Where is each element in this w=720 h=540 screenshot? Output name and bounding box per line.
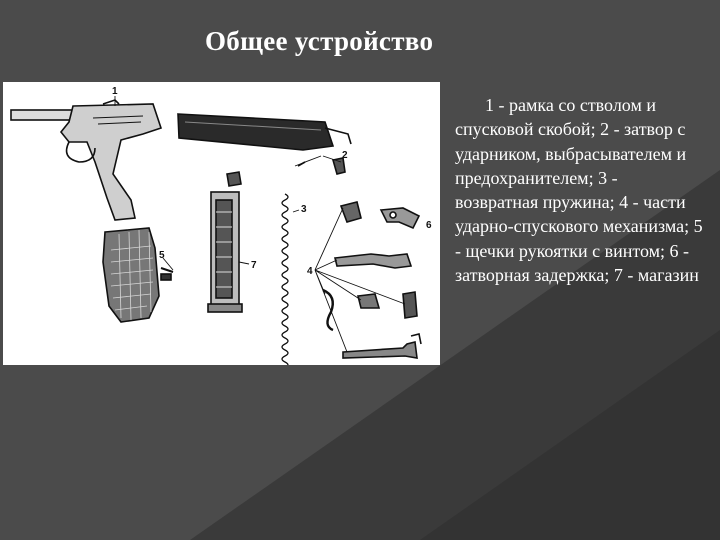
figure-label-3: 3	[301, 204, 307, 215]
pistol-exploded-view-figure	[3, 82, 440, 365]
figure-label-6: 6	[426, 220, 432, 231]
slide-part	[178, 114, 351, 174]
figure-label-1: 1	[112, 86, 118, 97]
frame-with-barrel-part	[11, 100, 161, 220]
figure-label-7: 7	[251, 260, 257, 271]
figure-label-5: 5	[159, 250, 165, 261]
figure-label-2: 2	[342, 150, 348, 161]
parts-legend-text: 1 - рамка со стволом и спусковой скобой; 2 - затвор с ударником, выбрасывателем и предохранителем; 3 - возвратная пружина; 4 - части ударно-спускового механизма; 5 - щечки рукоятки с винтом; 6 - затворная задержка; 7 - магазин	[455, 95, 703, 286]
grip-panel-part	[103, 228, 173, 322]
slide-title: Общее устройство	[205, 26, 434, 56]
recoil-spring-part	[282, 194, 288, 365]
figure-label-4: 4	[307, 266, 313, 277]
slide-stop-part	[381, 208, 419, 228]
pistol-diagram	[3, 82, 440, 365]
magazine-part	[208, 172, 242, 312]
